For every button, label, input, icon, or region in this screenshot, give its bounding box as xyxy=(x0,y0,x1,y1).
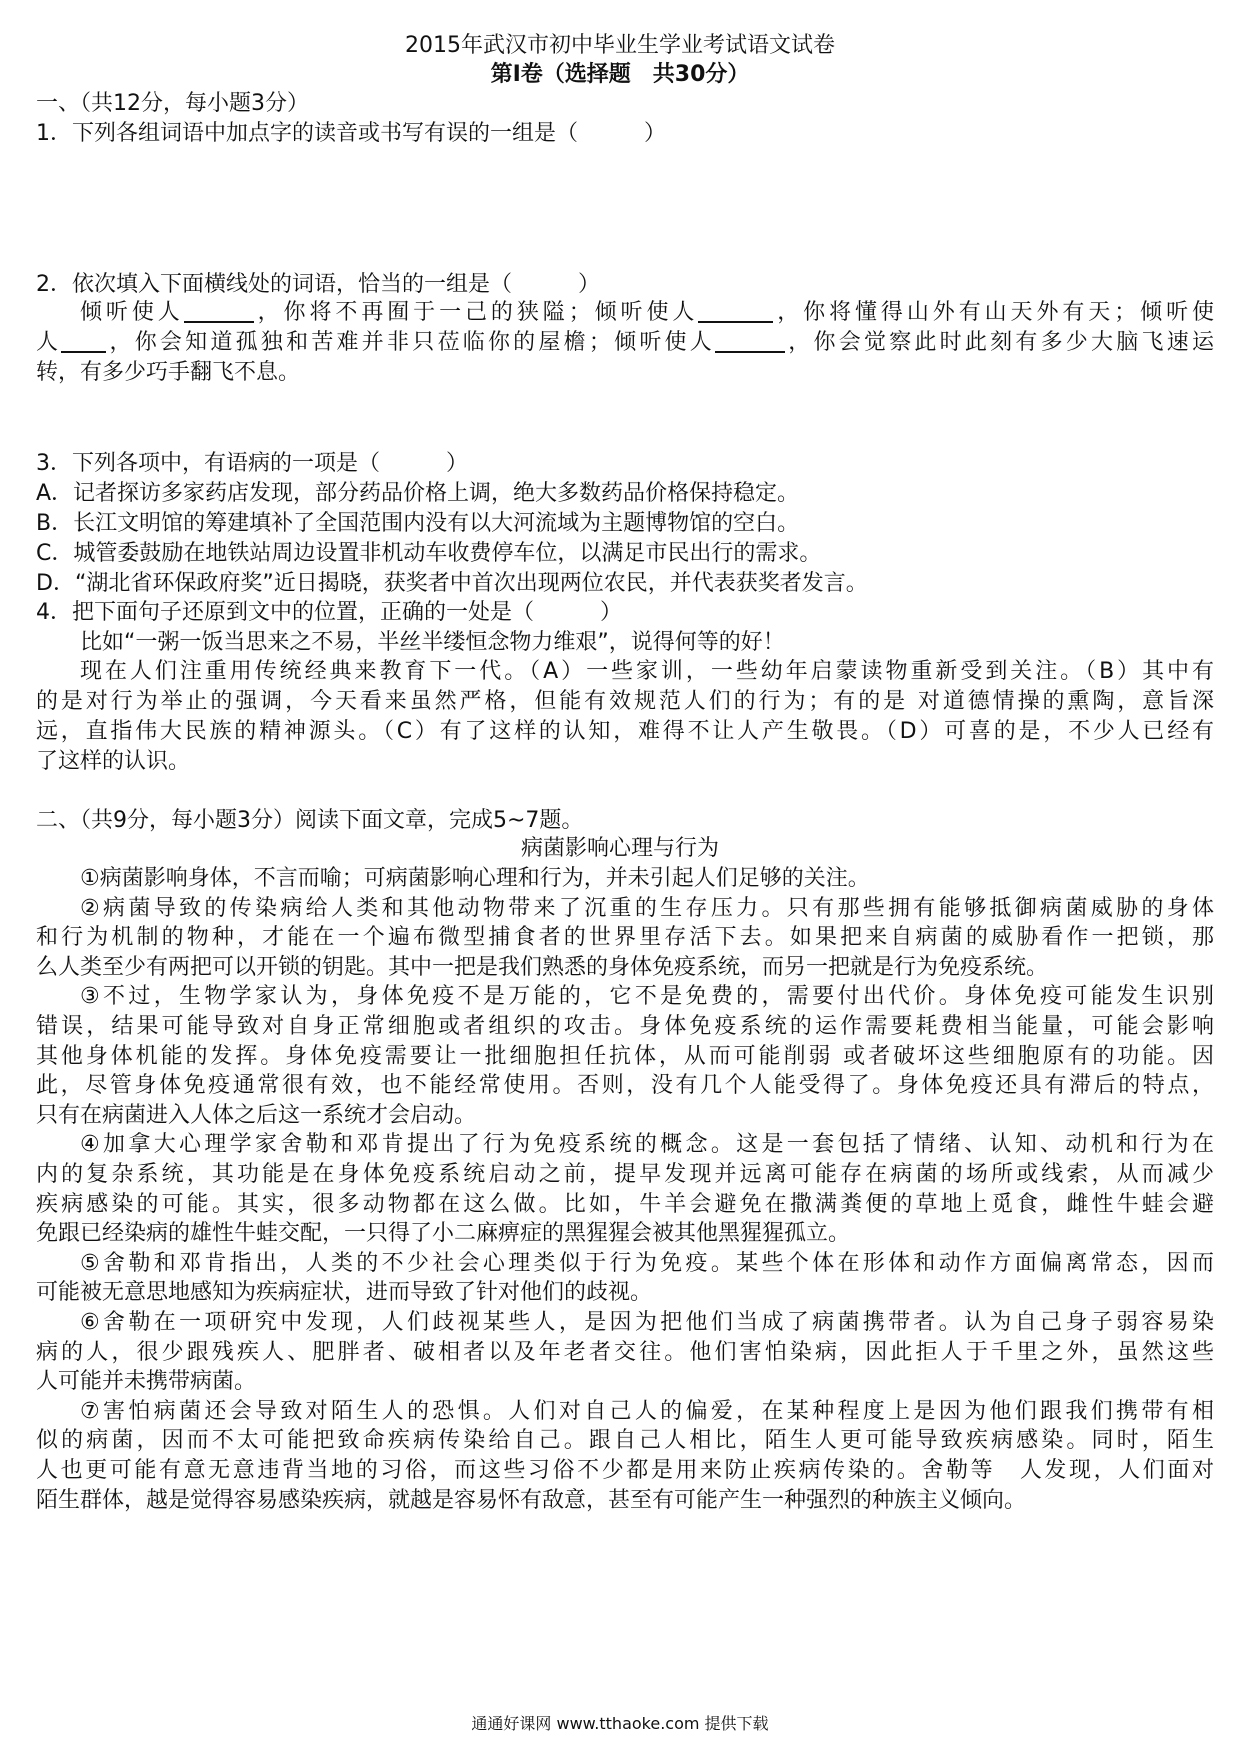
exam-subtitle: 第Ⅰ卷（选择题 共30分） xyxy=(490,62,750,87)
article-paragraph-line: ⑤舍勒和邓肯指出，人类的不少社会心理类似于行为免疫。某些个体在形体和动作方面偏离常态，因而 xyxy=(80,1250,1214,1276)
article-paragraph-line: ④加拿大心理学家舍勒和邓肯提出了行为免疫系统的概念。这是一套包括了情绪、认知、动机和行为在 xyxy=(80,1132,1214,1158)
fill-blank xyxy=(184,299,254,323)
q3-option: B．长江文明馆的筹建填补了全国范围内没有以大河流域为主题博物馆的空白。 xyxy=(36,511,800,536)
article-paragraph-line: 和行为机制的物种，才能在一个遍布微型捕食者的世界里存活下去。如果把来自病菌的威胁看作一把锁，那 xyxy=(36,925,1214,951)
section1-heading: 一、（共12分，每小题3分） xyxy=(36,91,309,116)
q2-passage-text: ，你将懂得山外有山天外有天；倾听使 xyxy=(773,300,1214,325)
q4-passage-line: 的是对行为举止的强调，今天看来虽然严格，但能有效规范人们的行为；有的是 对道德情操的熏陶，意旨深 xyxy=(36,689,1214,714)
q2-passage-line xyxy=(36,358,1214,388)
q2-passage-text: 转，有多少巧手翻飞不息。 xyxy=(36,360,301,385)
q4-passage-line: 远，直指伟大民族的精神源头。（C）有了这样的认知，难得不让人产生敬畏。（D）可喜的是，不少人已经有 xyxy=(36,719,1214,744)
article-paragraph-line: 错误，结果可能导致对自身正常细胞或者组织的攻击。身体免疫系统的运作需要耗费相当能量，可能会影响 xyxy=(36,1014,1214,1039)
article-paragraph-line: 么人类至少有两把可以开锁的钥匙。其中一把是我们熟悉的身体免疫系统，而另一把就是行为免疫系统。 xyxy=(36,954,1049,980)
article-paragraph-line: 内的复杂系统，其功能是在身体免疫系统启动之前，提早发现并远离可能存在病菌的场所或线索，从而减少 xyxy=(36,1162,1214,1187)
article-paragraph-line: ③不过，生物学家认为，身体免疫不是万能的，它不是免费的，需要付出代价。身体免疫可能发生识别 xyxy=(80,984,1214,1010)
q3-stem: 3．下列各项中，有语病的一项是（ ） xyxy=(36,451,468,476)
exam-title: 2015年武汉市初中毕业生学业考试语文试卷 xyxy=(405,33,835,58)
q2-passage-text: ，你会觉察此时此刻有多少大脑飞速运 xyxy=(785,330,1214,355)
q2-passage-text: ，你将不再囿于一己的狭隘；倾听使人 xyxy=(253,300,699,325)
q1-stem: 1．下列各组词语中加点字的读音或书写有误的一组是（ ） xyxy=(36,121,666,146)
fill-blank xyxy=(61,329,106,353)
q4-stem: 4．把下面句子还原到文中的位置，正确的一处是（ ） xyxy=(36,600,622,625)
q4-passage-line: 现在人们注重用传统经典来教育下一代。（A）一些家训，一些幼年启蒙读物重新受到关注。（B）其中有 xyxy=(80,659,1214,684)
article-paragraph-line: ②病菌导致的传染病给人类和其他动物带来了沉重的生存压力。只有那些拥有能够抵御病菌威胁的身体 xyxy=(80,895,1214,921)
q3-option: C．城管委鼓励在地铁站周边设置非机动车收费停车位，以满足市民出行的需求。 xyxy=(36,541,822,566)
article-paragraph-line: 免跟已经染病的雄性牛蛙交配，一只得了小二麻痹症的黑猩猩会被其他黑猩猩孤立。 xyxy=(36,1221,851,1247)
section2-heading: 二、（共9分，每小题3分）阅读下面文章，完成5~7题。 xyxy=(36,808,584,833)
article-paragraph-line: ⑥舍勒在一项研究中发现，人们歧视某些人，是因为把他们当成了病菌携带者。认为自己身子弱容易染 xyxy=(80,1310,1214,1335)
article-paragraph-line: 陌生群体，越是觉得容易感染疾病，就越是容易怀有敌意，甚至有可能产生一种强烈的种族主义倾向。 xyxy=(36,1487,1027,1513)
article-paragraph-line: 可能被无意思地感知为疾病症状，进而导致了针对他们的歧视。 xyxy=(36,1280,653,1306)
q3-option: A．记者探访多家药店发现，部分药品价格上调，绝大多数药品价格保持稳定。 xyxy=(36,481,800,506)
article-paragraph-line: 病的人，很少跟残疾人、肥胖者、破相者以及年老者交往。他们害怕染病，因此拒人于千里之外，虽然这些 xyxy=(36,1339,1214,1365)
article-paragraph-line: 似的病菌，因而不太可能把致命疾病传染给自己。跟自己人相比，陌生人更可能导致疾病感染。同时，陌生 xyxy=(36,1428,1214,1454)
article-paragraph-line: 疾病感染的可能。其实，很多动物都在这么做。比如，牛羊会避免在撒满粪便的草地上觅食，雌性牛蛙会避 xyxy=(36,1191,1214,1217)
q4-passage-line: 了这样的认识。 xyxy=(36,749,191,774)
q2-passage-line xyxy=(36,328,1214,358)
q3-option: D．“湖北省环保政府奖”近日揭晓，获奖者中首次出现两位农民，并代表获奖者发言。 xyxy=(36,571,868,596)
q2-passage-line xyxy=(36,298,1214,328)
article-paragraph-line: ⑦害怕病菌还会导致对陌生人的恐惧。人们对自己人的偏爱，在某种程度上是因为他们跟我们携带有相 xyxy=(80,1398,1214,1424)
article-paragraph-line: 其他身体机能的发挥。身体免疫需要让一批细胞担任抗体，从而可能削弱 或者破坏这些细胞原有的功能。因 xyxy=(36,1043,1214,1069)
article-paragraph-line: 只有在病菌进入人体之后这一系统才会启动。 xyxy=(36,1102,477,1128)
q4-sentence: 比如“一粥一饭当思来之不易，半丝半缕恒念物力维艰”，说得何等的好！ xyxy=(80,630,785,655)
article-paragraph-line: ①病菌影响身体，不言而喻；可病菌影响心理和行为，并未引起人们足够的关注。 xyxy=(80,866,870,891)
q2-passage-text: 倾听使人 xyxy=(80,300,184,325)
page-footer: 通通好课网 www.tthaoke.com 提供下载 xyxy=(471,1714,769,1733)
article-paragraph-line: 此，尽管身体免疫通常很有效，也不能经常使用。否则，没有几个人能受得了。身体免疫还具有滞后的特点， xyxy=(36,1073,1214,1099)
article-title: 病菌影响心理与行为 xyxy=(520,836,719,861)
article-paragraph-line: 人也更可能有意无意违背当地的习俗，而这些习俗不少都是用来防止疾病传染的。舍勒等 人发现，人们面对 xyxy=(36,1458,1214,1483)
article-paragraph-line: 人可能并未携带病菌。 xyxy=(36,1369,257,1395)
fill-blank xyxy=(698,299,773,323)
q2-passage-text: 人 xyxy=(36,330,62,355)
q2-passage-text: ，你会知道孤独和苦难并非只莅临你的屋檐；倾听使人 xyxy=(106,330,716,355)
fill-blank xyxy=(715,329,785,353)
q2-stem: 2．依次填入下面横线处的词语，恰当的一组是（ ） xyxy=(36,272,600,297)
